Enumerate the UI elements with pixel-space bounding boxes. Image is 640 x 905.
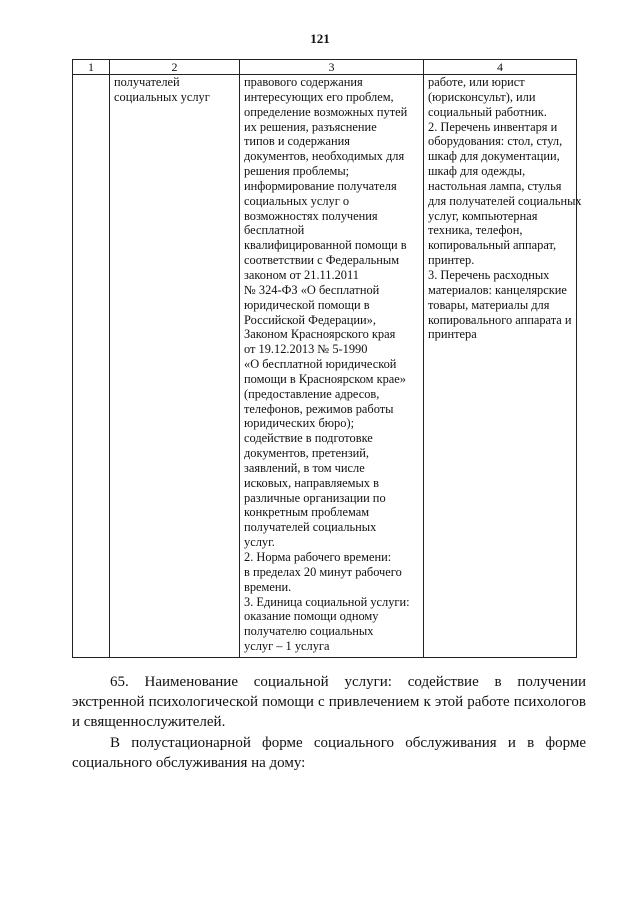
cell-line: Российской Федерации», — [244, 312, 376, 327]
cell-col1 — [73, 75, 110, 658]
column-header-4: 4 — [424, 60, 577, 75]
cell-line: информирование получателя — [244, 178, 397, 193]
cell-line: соответствии с Федеральным — [244, 253, 400, 268]
paragraph-65: 65. Наименование социальной услуги: содействие в получении экстренной психологической помощи с привлечением к этой работе психологов и священнослужителей. — [72, 674, 586, 730]
cell-line: заявлений, в том числе — [244, 460, 365, 475]
services-table — [72, 59, 582, 658]
cell-line: содействие в подготовке — [244, 431, 373, 446]
cell-line: «О бесплатной юридической — [244, 357, 397, 372]
col4-text — [428, 75, 582, 342]
cell-line: в пределах 20 минут рабочего — [244, 564, 402, 579]
cell-line: оказание помощи одному — [244, 609, 379, 624]
cell-line: принтера — [428, 327, 477, 342]
paragraph-service-form: В полустационарной форме социального обслуживания и в форме социального обслуживания на дому: — [72, 735, 586, 771]
cell-col2 — [110, 75, 240, 658]
cell-line: получателей социальных — [244, 520, 377, 535]
column-header-1: 1 — [73, 60, 110, 75]
cell-line: товары, материалы для — [428, 297, 550, 312]
cell-line: копировального аппарата и — [428, 312, 572, 327]
cell-line: их решения, разъяснение — [244, 119, 377, 134]
cell-line: времени. — [244, 579, 292, 594]
cell-line: правового содержания — [244, 75, 363, 89]
table-row — [73, 75, 577, 658]
cell-line: типов и содержания — [244, 134, 350, 149]
cell-line: № 324-ФЗ «О бесплатной — [244, 282, 380, 297]
cell-line: юридических бюро); — [244, 416, 355, 431]
cell-line: решения проблемы; — [244, 164, 350, 179]
cell-line: социальных услуг о — [244, 193, 350, 208]
cell-line: юридической помощи в — [244, 297, 370, 312]
cell-line: оборудования: стол, стул, — [428, 134, 563, 149]
cell-line: документов, претензий, — [244, 446, 369, 461]
cell-line: определение возможных путей — [244, 104, 408, 119]
cell-line: интересующих его проблем, — [244, 89, 394, 104]
column-header-2: 2 — [110, 60, 240, 75]
col2-text — [114, 75, 239, 105]
col3-text — [244, 75, 423, 654]
cell-line: получателей — [114, 75, 180, 89]
cell-line: Законом Красноярского края — [244, 327, 396, 342]
cell-line: услуг, компьютерная — [428, 208, 538, 223]
cell-line: социальных услуг — [114, 89, 210, 104]
cell-line: возможностях получения — [244, 208, 378, 223]
cell-line: телефонов, режимов работы — [244, 401, 394, 416]
cell-line: бесплатной — [244, 223, 305, 238]
cell-line: 2. Перечень инвентаря и — [428, 119, 558, 134]
cell-line: социальный работник. — [428, 104, 547, 119]
cell-line: шкаф для одежды, — [428, 164, 526, 179]
cell-line: принтер. — [428, 253, 475, 268]
cell-line: шкаф для документации, — [428, 149, 560, 164]
cell-line: (предоставление адресов, — [244, 386, 380, 401]
cell-line: услуг – 1 услуга — [244, 639, 330, 654]
cell-line: техника, телефон, — [428, 223, 523, 238]
cell-line: конкретным проблемам — [244, 505, 370, 520]
cell-line: (юрисконсульт), или — [428, 89, 536, 104]
cell-line: услуг. — [244, 535, 275, 550]
page-number: 121 — [310, 31, 330, 46]
cell-line: получателю социальных — [244, 624, 374, 639]
cell-line: квалифицированной помощи в — [244, 238, 407, 253]
cell-line: 3. Перечень расходных — [428, 267, 550, 282]
cell-line: исковых, направляемых в — [244, 475, 379, 490]
cell-line: копировальный аппарат, — [428, 238, 557, 253]
column-header-3: 3 — [240, 60, 424, 75]
cell-line: настольная лампа, стулья — [428, 178, 562, 193]
cell-col3 — [240, 75, 424, 658]
cell-line: документов, необходимых для — [244, 149, 405, 164]
cell-line: для получателей социальных — [428, 193, 582, 208]
cell-line: 3. Единица социальной услуги: — [244, 594, 410, 609]
cell-line: работе, или юрист — [428, 75, 525, 89]
cell-col4 — [424, 75, 582, 658]
cell-line: законом от 21.11.2011 — [244, 267, 359, 282]
cell-line: материалов: канцелярские — [428, 282, 567, 297]
cell-line: от 19.12.2013 № 5-1990 — [244, 342, 368, 357]
cell-line: помощи в Красноярском крае» — [244, 371, 406, 386]
cell-line: различные организации по — [244, 490, 386, 505]
cell-line: 2. Норма рабочего времени: — [244, 550, 392, 564]
table-header-row — [73, 60, 577, 75]
